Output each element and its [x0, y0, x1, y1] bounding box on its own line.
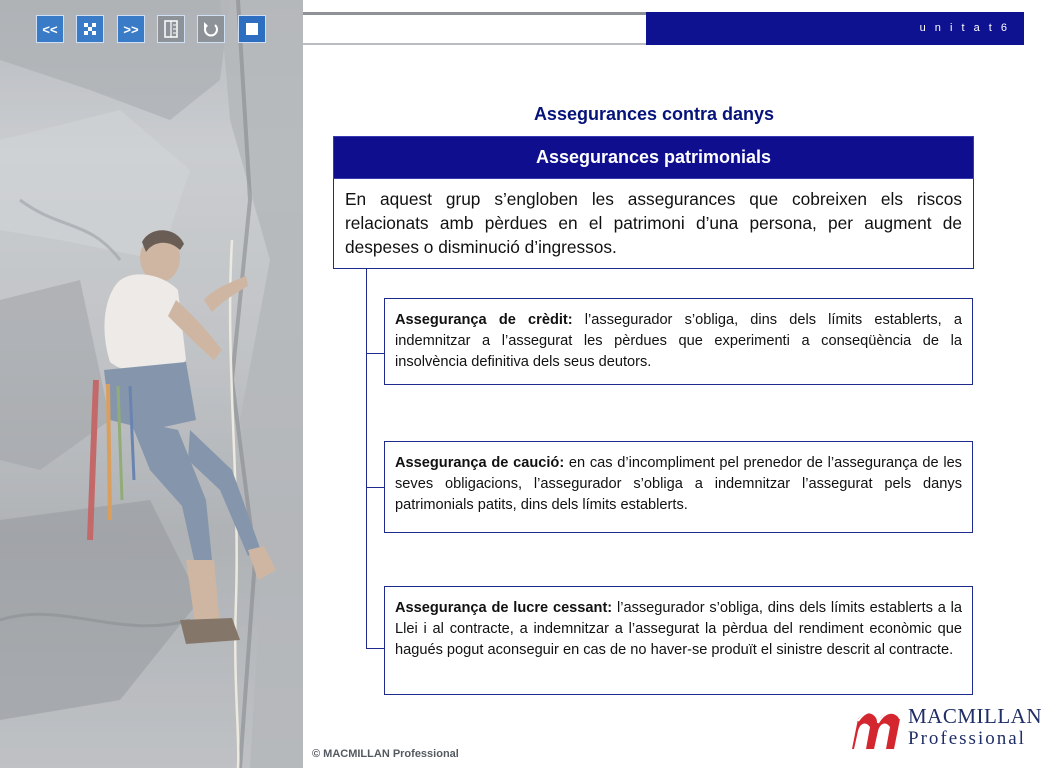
- header-bar: [303, 12, 648, 45]
- insurance-item-caution: [384, 441, 973, 533]
- tree-branch: [366, 487, 384, 488]
- logo-text: [908, 704, 1042, 750]
- section-header: [333, 136, 974, 179]
- stop-button[interactable]: [238, 15, 266, 43]
- prev-icon: <<: [42, 21, 58, 37]
- logo-line2: Professional: [908, 728, 1026, 749]
- back-button[interactable]: [197, 15, 225, 43]
- tree-branch: [366, 648, 384, 649]
- unit-label: u n i t a t 6: [919, 22, 1010, 34]
- next-icon: >>: [123, 21, 139, 37]
- logo-line1: MACMILLAN: [908, 704, 1042, 728]
- section-intro: En aquest grup s’engloben les assegurances que cobreixen els riscos relacionats amb pèrdues en el patrimoni d’una persona, per augment de despeses o disminució d’ingressos.: [333, 179, 974, 269]
- stop-icon: [245, 22, 259, 36]
- item-term: Assegurança de crèdit:: [395, 312, 573, 328]
- insurance-item-lost-profit: [384, 586, 973, 695]
- item-text: l’assegurador s’obliga, dins dels límits establerts, a indemnitzar a l’assegurat les pèrdues que experimenti a conseqüència de la insolvència definitiva dels seus deutors.: [395, 312, 963, 370]
- unit-banner: [646, 12, 1024, 45]
- prev-button[interactable]: [36, 15, 64, 43]
- copyright-text: © MACMILLAN Professional: [312, 748, 459, 760]
- insurance-item-credit: [384, 298, 973, 385]
- section-title: Assegurances patrimonials: [535, 147, 772, 167]
- item-text: l’assegurador s’obliga, dins dels límits establerts a la Llei i al contracte, a indemnitzar a l’assegurat la pèrdua del rendiment econòmic que hagués pogut aconseguir en cas de no haver-se produït el sinistre descrit al contracte.: [395, 600, 962, 658]
- item-text: en cas d’incompliment pel prenedor de l’assegurança de les seves obligacions, l’assegurador s’obliga a indemnitzar l’assegurat pels danys patrimonials patits, dins dels límits establerts.: [395, 455, 962, 513]
- item-term: Assegurança de caució:: [395, 455, 565, 471]
- climber-photo: [0, 0, 303, 768]
- next-button[interactable]: [117, 15, 145, 43]
- notes-icon: [163, 20, 179, 38]
- tree-branch: [366, 353, 384, 354]
- macmillan-logo-icon: [850, 703, 906, 753]
- index-icon: [82, 21, 98, 37]
- back-icon: [202, 20, 220, 38]
- index-button[interactable]: [76, 15, 104, 43]
- item-term: Assegurança de lucre cessant:: [395, 600, 613, 616]
- tree-connector: [366, 269, 367, 649]
- notes-button[interactable]: [157, 15, 185, 43]
- page-title: Assegurances contra danys: [533, 104, 775, 124]
